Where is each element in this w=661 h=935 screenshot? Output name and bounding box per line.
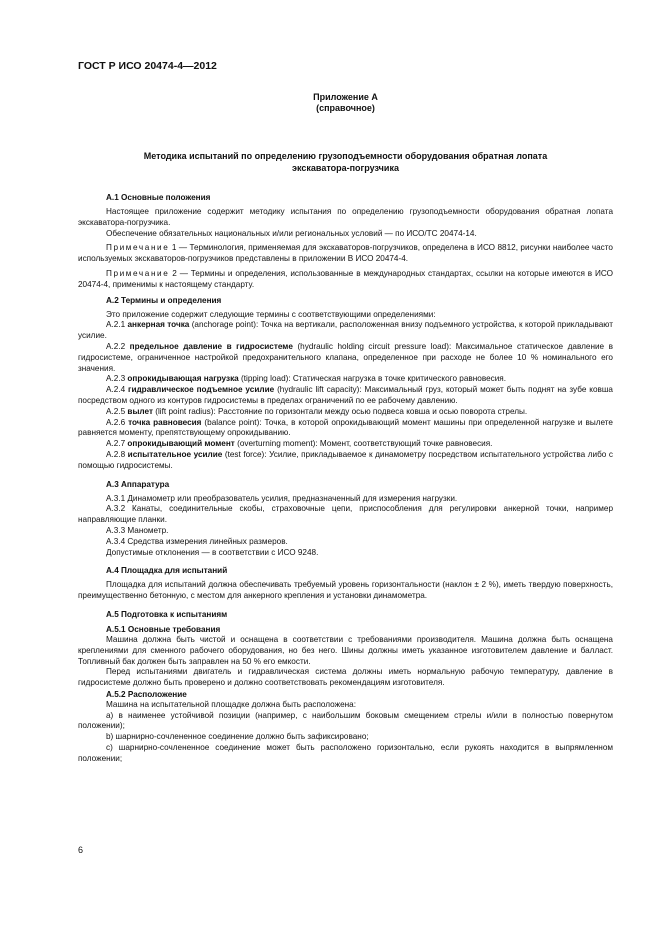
term-a23: А.2.3 опрокидывающая нагрузка (tipping load): Статическая нагрузка в точке критического равновесия. <box>106 374 507 384</box>
term-name: гидравлическое подъемное усилие <box>128 385 275 395</box>
term-name: анкерная точка <box>127 320 190 330</box>
term-a26: А.2.6 точка равновесия (balance point): Точка, в которой опрокидывающий момент машины при определенной нагрузке и вылете равняется моменту, препятствующему опрокидыванию. <box>78 417 613 438</box>
section-a1-paragraph-1: Настоящее приложение содержит методику испытания по определению грузоподъемности оборудования обратная лопата экскаватора-погрузчика. <box>78 207 613 227</box>
term-name: точка равновесия <box>128 417 202 427</box>
section-a5-heading: А.5 Подготовка к испытаниям <box>106 609 228 619</box>
term-name: предельное давление в гидросистеме <box>129 341 293 351</box>
section-a51-paragraph-2: Перед испытаниями двигатель и гидравлическая система должны иметь нормальную рабочую температуру, давление в гидросистеме должно быть проверено и должно соответствовать рекомендациям изготовителя. <box>78 667 613 688</box>
note-2-label: Примечание <box>106 268 170 278</box>
a3-line-4: А.3.4 Средства измерения линейных размеров. <box>106 536 288 546</box>
note-2 <box>78 269 613 291</box>
document-page <box>78 60 613 765</box>
section-a3-heading: А.3 Аппаратура <box>106 479 170 489</box>
term-a24: А.2.4 гидравлическое подъемное усилие (hydraulic lift capacity): Максимальный груз, который может быть поднят на зубе ковша посредством одного из контуров гидросистемы в пределах ограничений по ее рабочему давлению. <box>78 385 613 405</box>
title-line-1: Методика испытаний по определению грузоподъемности оборудования обратная лопата <box>143 151 548 161</box>
term-name: вылет <box>127 406 153 416</box>
a3-line-1: А.3.1 Динамометр или преобразователь усилия, предназначенный для измерения нагрузки. <box>106 493 458 503</box>
a52-line-2: а) в наименее устойчивой позиции (например, с наибольшим боковым смещением стрелы и/или в полностью повернутом положении); <box>78 710 613 731</box>
document-code: ГОСТ Р ИСО 20474-4—2012 <box>78 60 217 72</box>
a52-line-4: c) шарнирно-сочлененное соединение может быть расположено горизонтально, если рукоять находится в выпрямленном положении; <box>78 743 613 763</box>
note-1-text: 1 — Терминология, применяемая для экскаваторов-погрузчиков, определена в ИСО 8812, рисунки наиболее часто используемых экскаваторов-погрузчиков представлены в приложении В ИСО 20474-4. <box>78 243 613 264</box>
section-a1-heading: А.1 Основные положения <box>106 193 211 202</box>
term-a22: А.2.2 предельное давление в гидросистеме (hydraulic holding circuit pressure load): Максимальное статическое давление в гидросистеме, ограниченное настройкой предохранительного клапана, определенное при расходе не более 10 % номинального его значения. <box>78 341 613 373</box>
term-a28: А.2.8 испытательное усилие (test force): Усилие, прикладываемое к динамометру посредством испытательного устройства либо с помощью гидросистемы. <box>78 449 613 470</box>
section-a4-heading: А.4 Площадка для испытаний <box>106 566 228 576</box>
section-a4-text: Площадка для испытаний должна обеспечивать требуемый уровень горизонтальности (наклон ± 2 %), иметь твердую поверхность, преимущественно бетонную, с местом для анкерного крепления и установки динамометра. <box>78 580 613 601</box>
section-a52-heading: А.5.2 Расположение <box>106 689 187 699</box>
term-a21: А.2.1 анкерная точка (anchorage point): Точка на вертикали, расположенная внизу подъемного устройства, к которой прикладывают усилие. <box>78 320 613 341</box>
document-title <box>78 150 613 174</box>
note-1-label: Примечание <box>106 243 170 253</box>
note-1 <box>78 243 613 265</box>
appendix-type: (справочное) <box>316 103 375 113</box>
title-line-2: экскаватора-погрузчика <box>292 163 399 173</box>
section-a51-heading: А.5.1 Основные требования <box>106 624 221 634</box>
term-name: опрокидывающая нагрузка <box>127 374 239 384</box>
section-a51-paragraph-1: Машина должна быть чистой и оснащена в соответствии с требованиями производителя. Машина должна быть оснащена креплениями для сменного рабочего оборудования, но без него. Шины должны иметь указанное изготовителем давление и балласт. Топливный бак должен быть заправлен на 50 % его емкости. <box>78 634 613 666</box>
term-a27: А.2.7 опрокидывающий момент (overturning moment): Момент, соответствующий точке равновесия. <box>106 439 493 449</box>
note-2-text: 2 — Термины и определения, использованные в международных стандартах, ссылки на которые имеются в ИСО 20474-4, применимы к настоящему стандарту. <box>78 268 613 289</box>
term-name: испытательное усилие <box>127 449 223 459</box>
section-a2-heading: А.2 Термины и определения <box>106 295 222 305</box>
term-a25: А.2.5 вылет (lift point radius): Расстояние по горизонтали между осью подвеса ковша и осью поворота стрелы. <box>106 406 528 416</box>
section-a1-paragraph-2: Обеспечение обязательных национальных и/или региональных условий — по ИСО/ТС 20474-14. <box>106 228 477 238</box>
appendix-label <box>78 92 613 114</box>
appendix-title: Приложение А <box>313 92 378 102</box>
a52-line-1: Машина на испытательной площадке должна быть расположена: <box>106 699 356 709</box>
a52-line-3: b) шарнирно-сочлененное соединение должно быть зафиксировано; <box>106 732 369 742</box>
section-a2-intro: Это приложение содержит следующие термины с соответствующими определениями: <box>106 309 436 319</box>
a3-line-2: А.3.2 Канаты, соединительные скобы, страховочные цепи, приспособления для регулировки анкерной точки, например направляющие планки. <box>78 504 613 525</box>
a3-line-5: Допустимые отклонения — в соответствии с ИСО 9248. <box>106 547 319 557</box>
a3-line-3: А.3.3 Манометр. <box>106 525 169 535</box>
page-number: 6 <box>78 845 84 855</box>
term-name: опрокидывающий момент <box>127 439 235 449</box>
